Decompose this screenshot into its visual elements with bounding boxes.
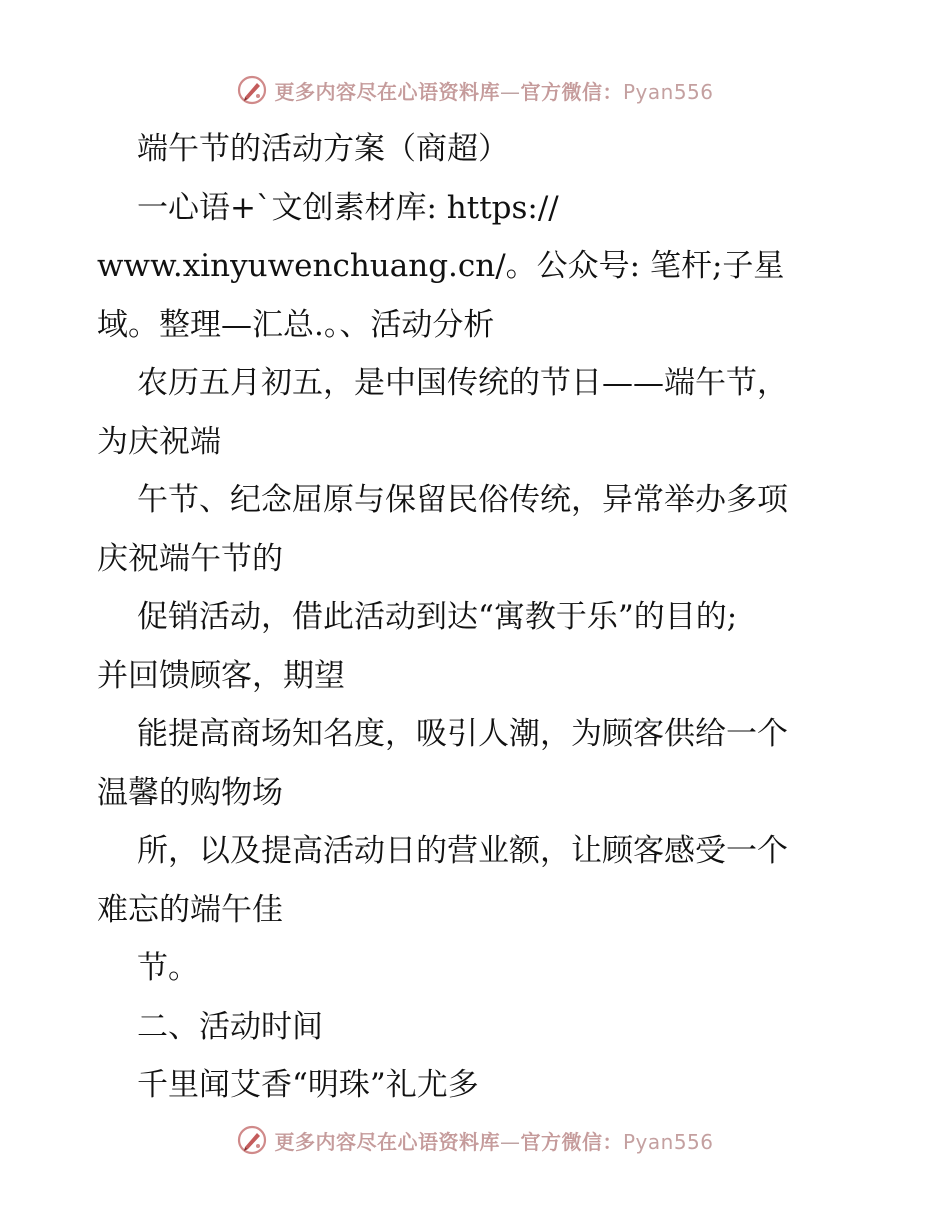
text-line: 庆祝端午节的 bbox=[97, 540, 283, 577]
section-heading: 二、活动时间 bbox=[137, 1008, 323, 1045]
banner-id: Pyan556 bbox=[622, 79, 714, 104]
banner-main: 更多内容尽在心语资料库 bbox=[274, 79, 500, 104]
text-line: 温馨的购物场 bbox=[97, 774, 283, 811]
header-banner bbox=[0, 70, 950, 110]
banner-dash: — bbox=[499, 79, 521, 104]
banner-content bbox=[236, 74, 713, 106]
pen-logo-icon bbox=[236, 74, 268, 106]
text-line: 难忘的端午佳 bbox=[97, 891, 283, 928]
text-line: 一心语+`文创素材库: https:// bbox=[137, 189, 559, 226]
banner-suffix: 官方微信： bbox=[520, 79, 623, 104]
doc-title: 端午节的活动方案（商超） bbox=[137, 131, 509, 167]
banner-text bbox=[274, 76, 713, 105]
banner-text bbox=[274, 1126, 713, 1155]
text-line: 为庆祝端 bbox=[97, 423, 221, 460]
banner-suffix: 官方微信： bbox=[520, 1129, 623, 1154]
text-line: 所，以及提高活动日的营业额，让顾客感受一个 bbox=[137, 833, 788, 869]
footer-banner bbox=[0, 1120, 950, 1160]
document-body bbox=[97, 120, 867, 1115]
banner-dash: — bbox=[499, 1129, 521, 1154]
text-line: 农历五月初五，是中国传统的节日——端午节， bbox=[137, 365, 788, 401]
banner-content bbox=[236, 1124, 713, 1156]
text-line: 午节、纪念屈原与保留民俗传统，异常举办多项 bbox=[137, 482, 788, 518]
text-line: 并回馈顾客，期望 bbox=[97, 657, 345, 694]
text-line: 千里闻艾香“明珠”礼尤多 bbox=[137, 1067, 479, 1103]
text-line: 促销活动，借此活动到达“寓教于乐”的目的; bbox=[137, 599, 738, 635]
text-line: 能提高商场知名度，吸引人潮，为顾客供给一个 bbox=[137, 716, 788, 752]
pen-logo-icon bbox=[236, 1124, 268, 1156]
text-line: 域。整理—汇总.。、活动分析 bbox=[97, 306, 495, 343]
text-line: 节。 bbox=[137, 950, 199, 986]
banner-id: Pyan556 bbox=[622, 1129, 714, 1154]
banner-main: 更多内容尽在心语资料库 bbox=[274, 1129, 500, 1154]
text-line: www.xinyuwenchuang.cn/。公众号: 笔杆;子星 bbox=[97, 248, 785, 284]
